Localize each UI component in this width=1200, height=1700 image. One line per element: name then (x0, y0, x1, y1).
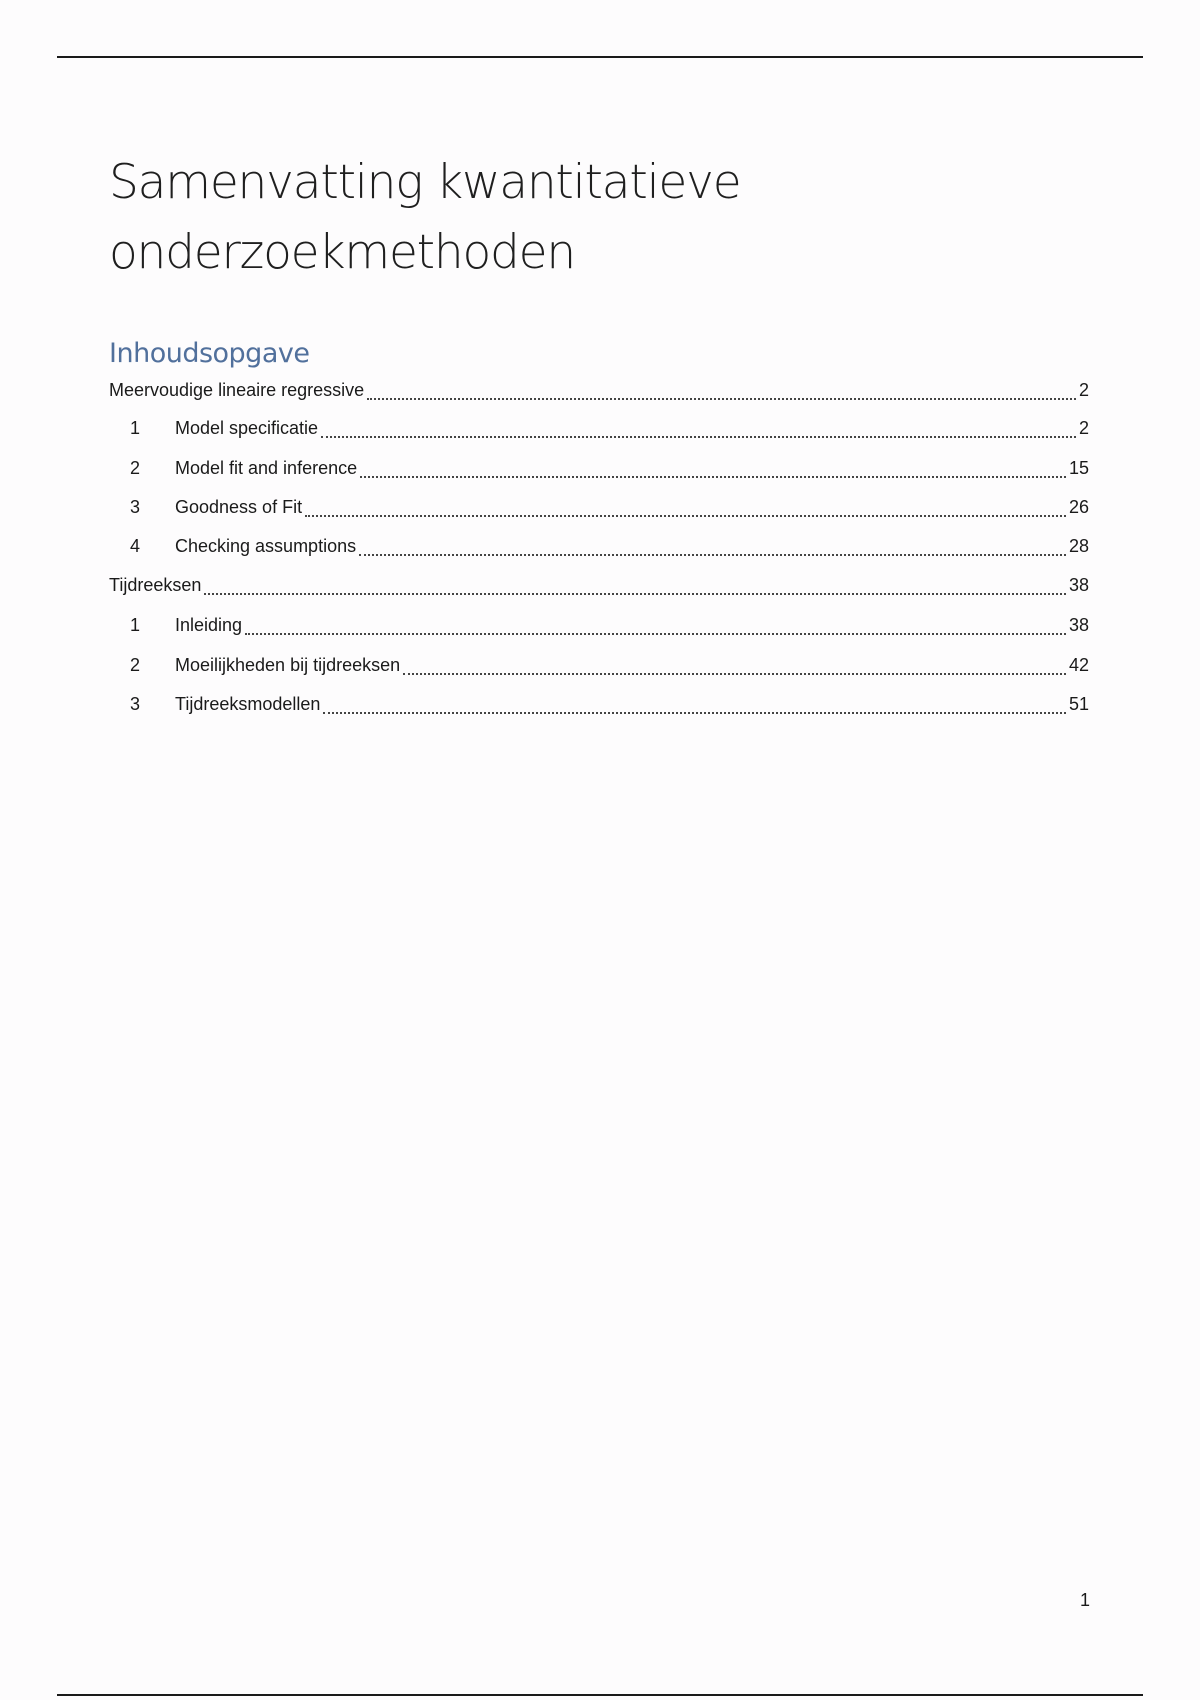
toc-entry-label: Tijdreeksmodellen (175, 694, 321, 714)
toc-dot-leader (321, 436, 1076, 438)
toc-entry-page: 38 (1068, 615, 1089, 635)
toc-entry-label: Moeilijkheden bij tijdreeksen (175, 655, 401, 675)
toc-entry-label: Model specificatie (175, 418, 319, 438)
toc-entry-page: 2 (1078, 380, 1089, 400)
toc-entry-page: 28 (1068, 536, 1089, 556)
toc-entry-section[interactable] (109, 536, 1089, 562)
toc-entry-number: 2 (130, 655, 141, 675)
toc-entry-number: 2 (130, 458, 141, 478)
document-title-line-1: Samenvatting kwantitatieve (109, 155, 741, 210)
toc-entry-section[interactable] (109, 497, 1089, 523)
toc-entry-number: 3 (130, 497, 141, 517)
toc-dot-leader (359, 554, 1066, 556)
toc-entry-chapter[interactable] (109, 575, 1089, 601)
toc-entry-section[interactable] (109, 458, 1089, 484)
toc-dot-leader (360, 476, 1066, 478)
toc-entry-number: 4 (130, 536, 141, 556)
toc-entry-chapter[interactable] (109, 380, 1089, 406)
document-title (109, 148, 1009, 288)
toc-entry-section[interactable] (109, 655, 1089, 681)
toc-entry-label: Model fit and inference (175, 458, 358, 478)
toc-entry-page: 15 (1068, 458, 1089, 478)
toc-entry-section[interactable] (109, 418, 1089, 444)
toc-entry-page: 26 (1068, 497, 1089, 517)
document-title-line-2: onderzoekmethoden (109, 225, 575, 280)
toc-entry-section[interactable] (109, 615, 1089, 641)
toc-entry-section[interactable] (109, 694, 1089, 720)
toc-dot-leader (305, 515, 1066, 517)
toc-dot-leader (323, 712, 1066, 714)
toc-entry-number: 3 (130, 694, 141, 714)
toc-entry-label: Meervoudige lineaire regressive (109, 380, 365, 400)
toc-dot-leader (245, 633, 1066, 635)
toc-entry-number: 1 (130, 615, 141, 635)
toc-dot-leader (204, 593, 1066, 595)
toc-entry-label: Goodness of Fit (175, 497, 303, 517)
toc-entry-label: Inleiding (175, 615, 243, 635)
toc-dot-leader (403, 673, 1066, 675)
toc-dot-leader (367, 398, 1076, 400)
toc-entry-page: 2 (1078, 418, 1089, 438)
toc-entry-label: Tijdreeksen (109, 575, 202, 595)
header-rule (57, 56, 1143, 58)
toc-entry-label: Checking assumptions (175, 536, 357, 556)
toc-entry-page: 38 (1068, 575, 1089, 595)
toc-entry-page: 51 (1068, 694, 1089, 714)
page-number: 1 (1079, 1590, 1090, 1610)
toc-entry-page: 42 (1068, 655, 1089, 675)
toc-entry-number: 1 (130, 418, 141, 438)
toc-heading: Inhoudsopgave (109, 338, 310, 369)
footer-rule (57, 1694, 1143, 1696)
